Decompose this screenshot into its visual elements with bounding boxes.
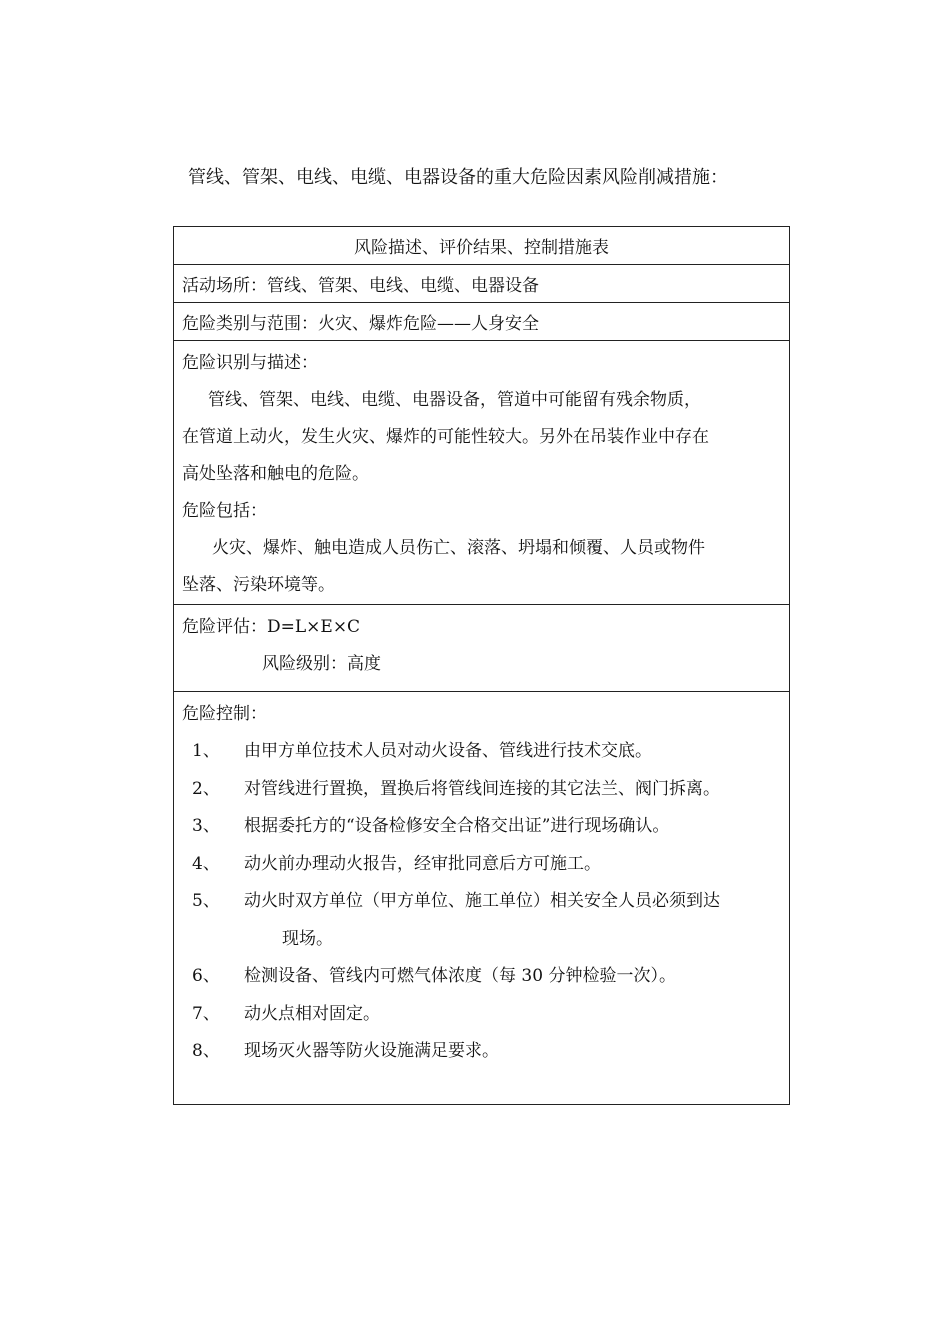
- control-item: [182, 808, 781, 846]
- control-text-continuation: 现场。: [282, 928, 333, 949]
- include-label: 危险包括：: [182, 501, 267, 521]
- control-item: [182, 733, 781, 771]
- description-row: [174, 341, 789, 605]
- control-item: [182, 846, 781, 884]
- identify-line: 在管道上动火，发生火灾、爆炸的可能性较大。另外在吊装作业中存在: [182, 427, 709, 447]
- control-item: [182, 1033, 781, 1071]
- control-text: 动火前办理动火报告，经审批同意后方可施工。: [244, 853, 601, 874]
- hazard-category: 危险类别与范围：火灾、爆炸危险——人身安全: [182, 314, 539, 334]
- control-item: [182, 883, 781, 921]
- category-row: [174, 303, 789, 341]
- control-number: 7、: [192, 1003, 220, 1024]
- include-line: 坠落、污染环境等。: [182, 575, 335, 595]
- table-title: 风险描述、评价结果、控制措施表: [354, 238, 609, 258]
- risk-table: [173, 226, 790, 1105]
- control-text: 对管线进行置换，置换后将管线间连接的其它法兰、阀门拆离。: [244, 778, 720, 799]
- control-text: 现场灭火器等防火设施满足要求。: [244, 1041, 499, 1061]
- control-number: 6、: [192, 966, 220, 986]
- control-item: [182, 958, 781, 996]
- control-number: 1、: [192, 741, 220, 761]
- control-number: 5、: [192, 891, 220, 911]
- control-text: 动火时双方单位（甲方单位、施工单位）相关安全人员必须到达: [244, 891, 720, 911]
- control-number: 2、: [192, 778, 220, 799]
- control-text: 动火点相对固定。: [244, 1003, 380, 1024]
- identify-label: 危险识别与描述：: [182, 353, 318, 373]
- risk-level: 风险级别：高度: [262, 654, 381, 674]
- control-number: 8、: [192, 1041, 220, 1061]
- activity-location: 活动场所：管线、管架、电线、电缆、电器设备: [182, 276, 539, 296]
- assessment-formula: 危险评估：D=L×E×C: [182, 617, 361, 637]
- control-row: [174, 692, 789, 1104]
- control-number: 3、: [192, 816, 220, 836]
- identify-line: 管线、管架、电线、电缆、电器设备，管道中可能留有残余物质，: [208, 390, 701, 410]
- control-text: 检测设备、管线内可燃气体浓度（每 30 分钟检验一次）。: [244, 966, 676, 986]
- location-row: [174, 265, 789, 303]
- table-title-row: [174, 227, 789, 265]
- include-line: 火灾、爆炸、触电造成人员伤亡、滚落、坍塌和倾覆、人员或物件: [212, 538, 705, 558]
- assessment-row: [174, 605, 789, 692]
- control-item: [182, 996, 781, 1034]
- control-item: [182, 771, 781, 809]
- control-text: 由甲方单位技术人员对动火设备、管线进行技术交底。: [244, 741, 652, 761]
- control-label: 危险控制：: [182, 704, 267, 724]
- page-heading: 管线、管架、电线、电缆、电器设备的重大危险因素风险削减措施：: [188, 167, 728, 188]
- identify-line: 高处坠落和触电的危险。: [182, 464, 369, 484]
- control-text: 根据委托方的“设备检修安全合格交出证”进行现场确认。: [244, 816, 670, 836]
- control-number: 4、: [192, 853, 220, 874]
